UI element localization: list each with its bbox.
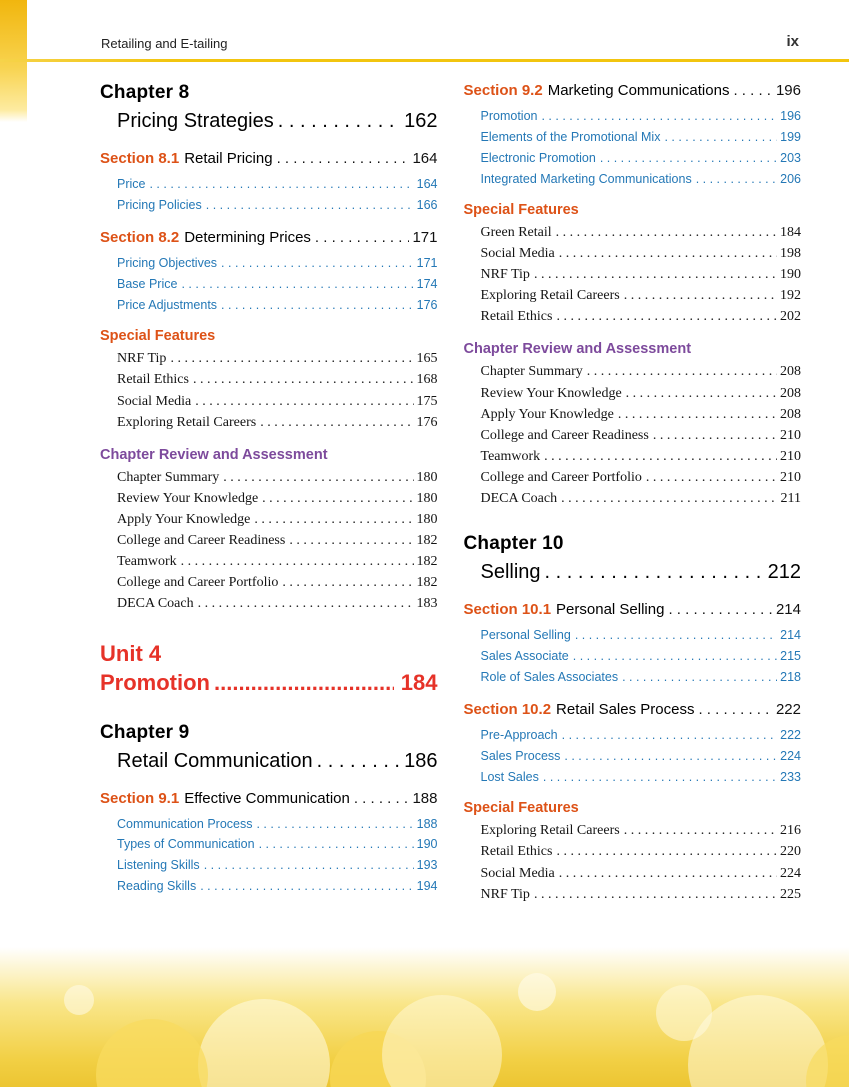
- entry-page: 180: [416, 511, 438, 527]
- chapter-title-row: [464, 561, 802, 584]
- dot-leader: [193, 372, 414, 388]
- entry-label: Base Price: [117, 277, 178, 292]
- entry-label: Green Retail: [480, 225, 552, 240]
- section-title: Retail Sales Process: [556, 701, 695, 719]
- entry-page: 206: [780, 171, 801, 186]
- dot-leader: [564, 749, 777, 763]
- entry-label: Integrated Marketing Communications: [480, 171, 692, 186]
- dot-leader: [221, 256, 414, 270]
- entry-label: Promotion: [480, 109, 538, 123]
- entry-label: Price Adjustments: [117, 298, 218, 312]
- toc-entry: [464, 866, 802, 882]
- dot-leader: [698, 701, 773, 718]
- toc-entry: [100, 879, 438, 893]
- chapter-8-block: [100, 82, 438, 133]
- dot-leader: [260, 415, 413, 431]
- entry-label: Retail Ethics: [480, 309, 553, 325]
- dot-leader: [317, 750, 401, 773]
- running-header: Retailing and E-tailing: [101, 36, 228, 51]
- dot-leader: [221, 298, 414, 312]
- dot-leader: [204, 858, 414, 872]
- chapter-heading: Chapter 10: [463, 533, 564, 555]
- section-number: Section 8.2: [100, 229, 180, 247]
- entry-page: 216: [780, 823, 801, 839]
- header-rule: [0, 59, 849, 62]
- entry-page: 208: [780, 364, 801, 380]
- dot-leader: [195, 394, 413, 410]
- toc-entry: [464, 309, 802, 325]
- entry-label: Electronic Promotion: [480, 150, 596, 165]
- entry-page: 220: [780, 844, 801, 860]
- toc-entry: [100, 394, 438, 410]
- entry-page: 182: [416, 554, 438, 570]
- entry-page: 211: [780, 491, 801, 507]
- toc-entry: [100, 177, 438, 191]
- entry-page: 164: [416, 177, 438, 191]
- dot-leader: [354, 790, 410, 807]
- toc-entry: [100, 533, 438, 549]
- chapter-heading: Chapter 9: [100, 721, 190, 743]
- entry-label: Sales Process: [480, 749, 561, 764]
- unit-4-block: [100, 642, 438, 695]
- entry-label: College and Career Portfolio: [117, 575, 279, 591]
- dot-leader: [198, 596, 414, 612]
- entry-page: 192: [780, 288, 801, 304]
- entry-page: 203: [780, 150, 801, 165]
- special-features-heading: Special Features: [100, 328, 216, 345]
- dot-leader: [573, 649, 777, 663]
- decor-circle: [198, 999, 330, 1087]
- dot-leader: [534, 887, 777, 903]
- section-9-1-row: [100, 790, 438, 807]
- entry-page: 171: [416, 256, 438, 271]
- section-8-1-row: [100, 150, 438, 167]
- folio-page-number: ix: [786, 33, 799, 50]
- dot-leader: [653, 428, 777, 444]
- entry-page: 225: [780, 886, 801, 902]
- entry-label: Retail Ethics: [117, 372, 189, 388]
- entry-label: Pre-Approach: [480, 728, 558, 743]
- entry-page: 165: [416, 351, 438, 367]
- entry-label: NRF Tip: [480, 267, 530, 283]
- dot-leader: [561, 491, 777, 507]
- chapter-review-heading: Chapter Review and Assessment: [100, 446, 328, 463]
- toc-entry: [464, 470, 802, 486]
- entry-label: Role of Sales Associates: [480, 669, 619, 684]
- dot-leader: [626, 386, 777, 402]
- toc-entry: [464, 823, 802, 839]
- dot-leader: [170, 351, 413, 367]
- toc-entry: [100, 858, 438, 872]
- dot-leader: [259, 837, 414, 851]
- dot-leader: [254, 512, 413, 528]
- dot-leader: [543, 770, 777, 784]
- section-page: 164: [412, 150, 438, 167]
- section-number: Section 9.2: [463, 82, 543, 99]
- toc-entry: [464, 246, 802, 262]
- toc-entry: [464, 109, 802, 123]
- chapter-review-heading: Chapter Review and Assessment: [463, 341, 692, 358]
- entry-label: Review Your Knowledge: [117, 490, 259, 506]
- entry-page: 180: [416, 490, 438, 506]
- section-8-2-row: [100, 229, 438, 246]
- dot-leader: [181, 277, 413, 291]
- entry-page: 194: [416, 879, 438, 894]
- toc-entry: [100, 470, 438, 486]
- toc-entry: [100, 372, 438, 388]
- decor-circle: [64, 985, 94, 1015]
- entry-label: Price: [117, 177, 146, 191]
- chapter-heading: Chapter 8: [100, 82, 190, 103]
- entry-label: DECA Coach: [480, 491, 558, 507]
- dot-leader: [200, 879, 413, 893]
- dot-leader: [618, 407, 777, 423]
- entry-label: Exploring Retail Careers: [480, 823, 620, 839]
- entry-label: Review Your Knowledge: [480, 385, 622, 401]
- entry-page: 210: [780, 448, 801, 464]
- section-title: Personal Selling: [556, 601, 665, 619]
- entry-label: College and Career Readiness: [117, 533, 286, 549]
- dot-leader: [181, 554, 414, 570]
- chapter-page: 186: [404, 749, 438, 772]
- entry-label: College and Career Portfolio: [480, 469, 642, 485]
- entry-label: Teamwork: [480, 448, 541, 464]
- section-10-2-row: [464, 701, 802, 718]
- toc-entry: [464, 491, 802, 507]
- section-page: 171: [412, 229, 438, 247]
- entry-page: 214: [780, 628, 801, 643]
- section-number: Section 10.1: [463, 601, 552, 619]
- chapter-title-row: [100, 110, 438, 133]
- entry-page: 210: [780, 469, 801, 485]
- entry-page: 199: [780, 129, 801, 144]
- toc-entry: [464, 770, 802, 784]
- section-title: Effective Communication: [184, 789, 350, 807]
- section-number: Section 8.1: [100, 150, 180, 167]
- dot-leader: [544, 449, 777, 465]
- entry-page: 215: [780, 649, 801, 663]
- entry-label: Pricing Objectives: [117, 256, 218, 271]
- toc-entry: [464, 628, 802, 642]
- toc-entry: [464, 386, 802, 402]
- toc-content: [100, 82, 801, 903]
- toc-entry: [100, 298, 438, 312]
- entry-label: Apply Your Knowledge: [480, 406, 614, 422]
- entry-label: Exploring Retail Careers: [117, 414, 257, 430]
- dot-leader: [262, 491, 413, 507]
- toc-entry: [100, 575, 438, 591]
- dot-leader: [223, 470, 413, 486]
- section-title: Marketing Communications: [547, 82, 730, 99]
- toc-entry: [100, 351, 438, 367]
- dot-leader: [545, 561, 765, 584]
- dot-leader: [587, 364, 777, 380]
- chapter-title-row: [100, 750, 438, 773]
- toc-entry: [464, 225, 802, 241]
- dot-leader: [541, 109, 777, 123]
- entry-page: 196: [780, 109, 801, 123]
- entry-page: 208: [780, 385, 801, 401]
- toc-entry: [100, 554, 438, 570]
- section-number: Section 10.2: [463, 701, 552, 719]
- toc-entry: [100, 415, 438, 431]
- footer-decoration: [0, 947, 849, 1087]
- section-title: Retail Pricing: [184, 150, 273, 167]
- toc-entry: [464, 364, 802, 380]
- toc-entry: [464, 267, 802, 283]
- dot-leader: [575, 628, 777, 642]
- dot-leader: [256, 817, 413, 831]
- entry-page: 208: [780, 406, 801, 422]
- entry-page: 176: [416, 414, 438, 430]
- toc-entry: [100, 198, 438, 212]
- entry-label: Elements of the Promotional Mix: [480, 129, 661, 144]
- entry-label: Lost Sales: [480, 770, 539, 784]
- chapter-title: Retail Communication: [117, 749, 313, 772]
- toc-entry: [100, 837, 438, 851]
- decor-circle: [96, 1019, 208, 1087]
- dot-leader: [278, 110, 401, 133]
- section-9-2-row: [464, 82, 802, 99]
- dot-leader: [556, 844, 777, 860]
- toc-entry: [464, 288, 802, 304]
- unit-page: 184: [400, 669, 438, 695]
- entry-label: Sales Associate: [480, 649, 569, 663]
- dot-leader: [289, 533, 413, 549]
- unit-title-row: [100, 670, 438, 696]
- chapter-page: 212: [767, 561, 801, 584]
- entry-label: Exploring Retail Careers: [480, 288, 620, 304]
- dot-leader: [664, 130, 777, 144]
- entry-page: 175: [416, 393, 438, 409]
- entry-page: 198: [780, 246, 801, 262]
- entry-label: Personal Selling: [480, 628, 571, 643]
- dot-leader: [556, 309, 777, 325]
- right-column: [464, 82, 802, 903]
- section-page: 214: [775, 601, 801, 619]
- special-features-heading: Special Features: [463, 800, 579, 817]
- entry-label: Teamwork: [117, 554, 177, 570]
- toc-entry: [100, 512, 438, 528]
- toc-entry: [464, 449, 802, 465]
- toc-entry: [464, 844, 802, 860]
- entry-label: Social Media: [480, 865, 555, 881]
- special-features-heading: Special Features: [463, 202, 579, 218]
- dot-leader: [277, 150, 410, 167]
- dot-leader: [696, 172, 777, 186]
- toc-entry: [464, 670, 802, 684]
- dot-leader: [646, 470, 777, 486]
- section-10-1-row: [464, 601, 802, 618]
- dot-leader: [315, 229, 410, 246]
- entry-page: 188: [416, 816, 438, 831]
- entry-label: DECA Coach: [117, 596, 194, 612]
- toc-entry: [100, 491, 438, 507]
- entry-page: 166: [416, 197, 438, 212]
- dot-leader: [600, 151, 777, 165]
- entry-label: Pricing Policies: [117, 197, 202, 212]
- dot-leader: [562, 728, 778, 742]
- toc-entry: [464, 749, 802, 763]
- toc-entry: [100, 596, 438, 612]
- dot-leader: [733, 82, 773, 99]
- entry-label: Apply Your Knowledge: [117, 511, 251, 527]
- entry-page: 174: [416, 277, 438, 292]
- toc-entry: [100, 256, 438, 270]
- unit-title: Promotion: [100, 669, 210, 695]
- entry-page: 202: [780, 309, 801, 325]
- chapter-9-block: [100, 722, 438, 773]
- toc-entry: [464, 172, 802, 186]
- entry-page: 218: [780, 669, 801, 684]
- toc-entry: [464, 130, 802, 144]
- entry-label: Social Media: [480, 246, 555, 262]
- toc-entry: [464, 728, 802, 742]
- entry-label: Chapter Summary: [117, 469, 220, 485]
- section-number: Section 9.1: [100, 789, 180, 807]
- entry-label: Chapter Summary: [480, 364, 583, 380]
- dot-leader: [534, 267, 777, 283]
- dot-leader: [556, 225, 777, 241]
- toc-entry: [464, 649, 802, 663]
- dot-leader: [624, 288, 777, 304]
- entry-page: 193: [416, 858, 438, 873]
- entry-label: Reading Skills: [117, 879, 197, 894]
- unit-heading: Unit 4: [100, 641, 162, 667]
- entry-page: 182: [416, 533, 438, 549]
- dot-leader: [559, 246, 777, 262]
- dot-leader: [214, 670, 394, 696]
- entry-page: 184: [780, 225, 801, 240]
- entry-label: Communication Process: [117, 816, 253, 831]
- chapter-title: Selling: [480, 561, 541, 584]
- dot-leader: [622, 670, 777, 684]
- decor-circle: [382, 995, 502, 1087]
- toc-entry: [464, 428, 802, 444]
- chapter-title: Pricing Strategies: [117, 110, 274, 132]
- entry-label: Social Media: [117, 393, 192, 409]
- entry-label: NRF Tip: [480, 886, 530, 902]
- toc-entry: [464, 887, 802, 903]
- entry-label: Types of Communication: [117, 837, 255, 852]
- decor-circle: [518, 973, 556, 1011]
- dot-leader: [149, 177, 413, 191]
- entry-label: College and Career Readiness: [480, 427, 649, 443]
- dot-leader: [206, 198, 414, 212]
- left-column: [100, 82, 438, 903]
- entry-label: NRF Tip: [117, 351, 167, 367]
- entry-page: 190: [780, 267, 801, 283]
- entry-page: 168: [416, 372, 438, 388]
- entry-page: 233: [780, 770, 801, 784]
- toc-entry: [464, 151, 802, 165]
- entry-page: 222: [780, 728, 801, 743]
- entry-page: 182: [416, 575, 438, 591]
- entry-page: 224: [780, 749, 801, 764]
- entry-label: Retail Ethics: [480, 844, 553, 860]
- chapter-10-block: [464, 533, 802, 584]
- entry-page: 224: [780, 865, 801, 881]
- entry-page: 190: [416, 837, 438, 852]
- chapter-page: 162: [404, 110, 438, 132]
- entry-page: 180: [416, 469, 438, 485]
- section-page: 196: [775, 82, 801, 99]
- toc-entry: [100, 277, 438, 291]
- dot-leader: [282, 575, 413, 591]
- toc-entry: [464, 407, 802, 423]
- entry-page: 176: [416, 298, 438, 312]
- dot-leader: [559, 866, 777, 882]
- toc-entry: [100, 817, 438, 831]
- section-title: Determining Prices: [184, 229, 311, 247]
- section-page: 222: [775, 701, 801, 719]
- dot-leader: [668, 601, 773, 618]
- entry-page: 210: [780, 427, 801, 443]
- dot-leader: [624, 823, 777, 839]
- entry-label: Listening Skills: [117, 858, 200, 873]
- section-page: 188: [412, 789, 438, 807]
- entry-page: 183: [416, 596, 438, 612]
